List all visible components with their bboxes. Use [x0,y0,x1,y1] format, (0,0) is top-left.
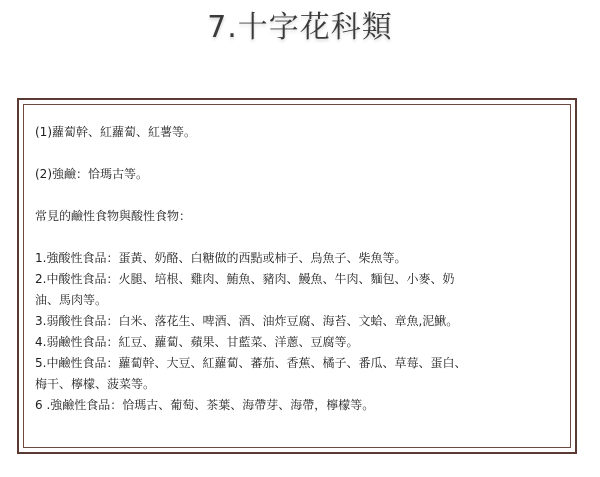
blank-line [35,185,565,206]
list-item-4: 4.弱鹼性食品：紅豆、蘿蔔、蘋果、甘藍菜、洋蔥、豆腐等。 [35,335,359,349]
list-item-2-cont: 油、馬肉等。 [35,293,108,307]
content-body [35,122,565,416]
list-item-6: 6 .強鹼性食品：恰瑪古、葡萄、茶葉、海帶芽、海帶，檸檬等。 [35,398,375,412]
blank-line [35,143,565,164]
text-line-3: 常見的鹼性食物與酸性食物： [35,209,192,223]
section-heading: 7.十字花科類 [207,10,393,45]
list-item-5-cont: 梅干、檸檬、菠菜等。 [35,377,156,391]
text-line-1: (1)蘿蔔幹、紅蘿蔔、紅薯等。 [35,125,196,139]
list-item-2: 2.中酸性食品：火腿、培根、雞肉、鮪魚、豬肉、鰻魚、牛肉、麵包、小麥、奶 [35,272,455,286]
list-item-3: 3.弱酸性食品：白米、落花生、啤酒、酒、油炸豆腐、海苔、文蛤、章魚,泥鰍。 [35,314,459,328]
content-frame-inner [23,104,571,448]
list-item-1: 1.強酸性食品：蛋黃、奶酪、白糖做的西點或柿子、烏魚子、柴魚等。 [35,251,407,265]
text-line-2: (2)強鹼：恰瑪古等。 [35,167,148,181]
list-item-5: 5.中鹼性食品：蘿蔔幹、大豆、紅蘿蔔、蕃茄、香蕉、橘子、番瓜、草莓、蛋白、 [35,356,467,370]
content-frame [17,98,577,454]
blank-line [35,227,565,248]
